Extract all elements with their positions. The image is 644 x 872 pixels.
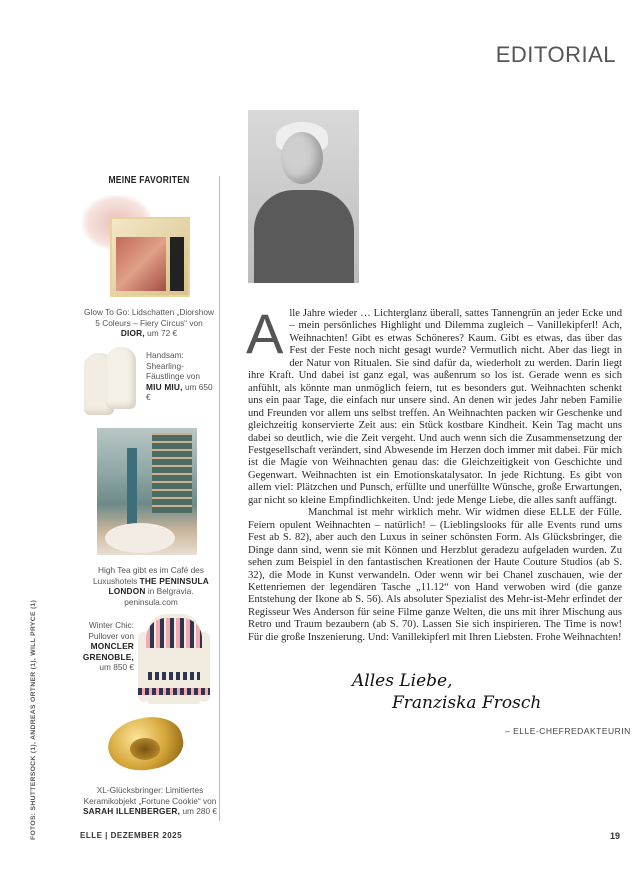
page-number: 19 [609,831,620,841]
signature-name: Franziska Frosch [392,693,542,714]
eyeshadow-palette-image [82,195,212,305]
paragraph: Manchmal ist mehr wirklich mehr. Wir widmen diese ELLE der Fülle. Feiern opulent Weihnachten – natürlich! – (Lieblingslooks für alle Events rund ums Fest ab S. 82), aber auch den Luxus in seiner schönsten Form. Als Glücksbringer, die Dinge dann sind, wenn sie mit Können und Herzblut geradezu aufgeladen wurden. Zu sehen zum Beispiel in den fantastischen Kreationen der Haute Couture Studios (ab S. 32), die Mode in Kunst verwandeln. Oder wenn wir bei Chanel zuschauen, wie der Kettenriemen der legendären Tasche „11.12“ von Hand verwoben wird (die ganze Entstehung der Ikone ab S. 56). Als absoluter Spezialist des Mehr-ist-Mehr erfindet der Regisseur Wes Anderson für seine Filme ganze Welten, die uns mit ihrer Mischung aus Retro und Traum bezaubern (ab S. 70). Lassen Sie sich inspirieren. The Time is now! Für die große Inszenierung. Und: Vanillekipferl mit Ihren Liebsten. Frohe Weihnachten! [248,507,622,643]
signature-greeting: Alles Liebe, [352,671,453,692]
mittens-image [82,345,142,430]
sidebar-item-caption: Winter Chic: Pullover von MONCLER GRENOBLE, um 850 € [82,620,134,672]
column-divider [219,176,220,821]
cafe-interior-image [97,428,197,555]
editorial-column [246,302,631,737]
section-title: EDITORIAL [495,42,616,67]
paragraph: lle Jahre wieder … Lichterglanz überall, sattes Tannengrün an jeder Ecke und – mein persönliches Highlight und Dilemma zugleich – Vanillekipferl! Ach, Weihnachten! Gibt es etwas Schöneres? Kaum. Gibt es etwas, das über das Fest der Feste noch nicht gesagt wurde? Vermutlich nicht. Aber das liegt in der Natur von Ritualen. Sie sind dafür da, wiederholt zu werden. Darin liegt ihre Kraft. Und dabei ist ganz egal, was außenrum so los ist. Gerade wenn es sich anfühlt, als könnte man unmöglich feiern, tut es besonders gut. Weihnachten schenkt uns ein paar Tage, die einfach nur unsere sind. An denen wir jedes Jahr neben Familie und Freunden vor allem uns selbst treffen. An Weihnachten packen wir Geschenke und gleichzeitig konservierte Zeit aus: ein Stück kostbare Kindheit. Kein Tag macht uns dabei so deutlich, wie die Zeit vergeht. Und auch wenn sich die Zusammensetzung der Festgesellschaft verändert, sind Abwesende im Herzen doch immer mit dabei. Für mich ist die Magie von Weihnachten genau das: die Gleichzeitigkeit von Geschichte und Gegenwart. Weihnachten ist ein Emotionskatalysator. In jede Richtung. Es gibt von allem viel: Plätzchen und Punsch, erfüllte und unerfüllte Wünsche, große Erwartungen, gar nicht so kleine Empfindlichkeiten. Und: jede Menge Liebe, die alles sanft auffängt. [248,308,622,506]
author-role: – ELLE-CHEFREDAKTEURIN [505,726,631,737]
fortune-cookie-image [108,714,183,774]
editor-portrait-photo [248,110,359,283]
sidebar-title: MEINE FAVORITEN [108,175,190,186]
sweater-image [138,612,210,705]
drop-cap: A [246,302,284,365]
sidebar-item-caption: High Tea gibt es im Café des Luxushotels THE PENINSULA LONDON in Belgravia. peninsula.com [92,565,210,607]
sidebar-item-caption: Glow To Go: Lidschatten „Diorshow 5 Coleurs – Fiery Circus“ von DIOR, um 72 € [84,307,214,338]
sidebar-item-caption: Handsam: Shearling-Fäustlinge von MIU MIU, um 650 € [146,350,213,402]
sidebar-item-caption: XL-Glücksbringer: Limitiertes Keramikobjekt „Fortune Cookie“ von SARAH ILLENBERGER, um 280 € [82,785,218,816]
footer-magazine-issue: ELLE | DEZEMBER 2025 [80,831,183,840]
photo-credit: FOTOS: SHUTTERSOCK (1), ANDREAS ORTNER (1), WILL PRYCE (1) [30,599,37,840]
editorial-body [246,302,622,644]
signature [352,670,622,714]
